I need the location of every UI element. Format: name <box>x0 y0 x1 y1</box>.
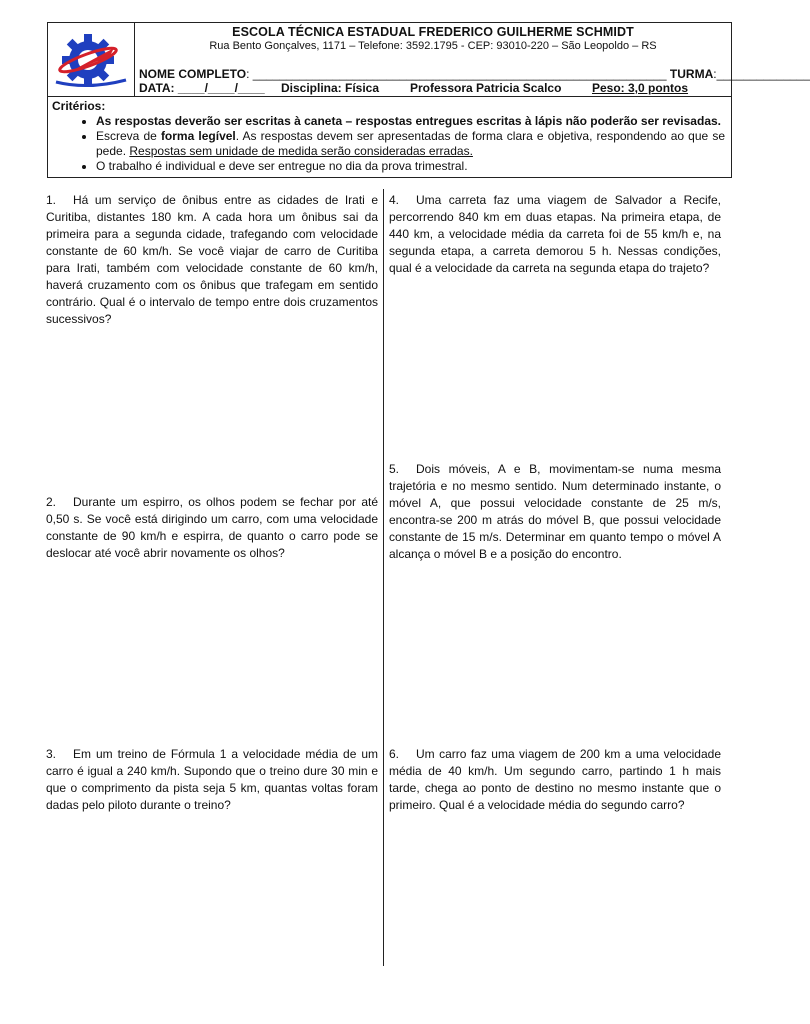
exam-header <box>47 22 810 178</box>
question-text: Há um serviço de ônibus entre as cidades de Irati e Curitiba, distantes 180 km. A cada hora um ônibus sai da primeira para a segunda cidade, trafegando com velocidade constante de 60 km/h. Se você viajar de carro de Curitiba para Irati, também com velocidade constante de 60 km/h, haverá cruzamento com os ônibus que trafegam em sentido contrário. Qual é o intervalo de tempo entre dois cruzamentos sucessivos? <box>46 193 378 326</box>
question-6 <box>389 746 721 814</box>
question-number: 2. <box>46 495 57 509</box>
question-number: 6. <box>389 747 400 761</box>
question-number: 1. <box>46 193 57 207</box>
name-field[interactable]: : ______________________________________________________________ <box>246 67 667 81</box>
criteria-section <box>48 97 731 177</box>
criteria-text: Escreva de <box>96 129 161 143</box>
criteria-title: Critérios: <box>52 99 106 113</box>
column-divider <box>383 189 384 966</box>
criteria-text: . As respostas devem ser apresentadas de forma clara e objetiva, respondendo ao que se pede. <box>96 129 725 158</box>
weight-label: Peso: 3,0 pontos <box>592 81 689 95</box>
class-field[interactable]: :______________ <box>713 67 810 81</box>
discipline-label: Disciplina: Física <box>281 81 380 95</box>
question-4 <box>389 192 721 277</box>
class-label: TURMA <box>669 67 714 81</box>
teacher-label: Professora Patricia Scalco <box>410 81 562 95</box>
question-text: Uma carreta faz uma viagem de Salvador a Recife, percorrendo 840 km em duas etapas. Na primeira etapa, de 440 km, a velocidade média da carreta foi de 55 km/h e, na segunda etapa, a carreta demorou 5 h. Nessas condições, qual é a velocidade da carreta na segunda etapa do trajeto? <box>389 193 721 275</box>
name-row <box>139 67 810 81</box>
question-1 <box>46 192 378 328</box>
school-name: ESCOLA TÉCNICA ESTADUAL FREDERICO GUILHERME SCHMIDT <box>232 25 634 39</box>
question-text: Um carro faz uma viagem de 200 km a uma velocidade média de 40 km/h. Um segundo carro, partindo 1 h mais tarde, chega ao ponto de destino no mesmo instante que o primeiro. Qual é a velocidade média do segundo carro? <box>389 747 721 812</box>
question-text: Dois móveis, A e B, movimentam-se numa mesma trajetória e no mesmo sentido. Num determinado instante, o móvel A, que possui velocidade constante de 25 m/s, encontra-se 200 m atrás do móvel B, que possui velocidade constante de 15 m/s. Determinar em quanto tempo o móvel A alcança o móvel B e a posição do encontro. <box>389 462 721 561</box>
question-5 <box>389 461 721 563</box>
question-3 <box>46 746 378 814</box>
criteria-list <box>52 114 727 174</box>
question-number: 5. <box>389 462 400 476</box>
question-text: Em um treino de Fórmula 1 a velocidade média de um carro é igual a 240 km/h. Supondo que o treino dure 30 min e que o comprimento da pista seja 5 km, quantas voltas foram dadas pelo piloto durante o treino? <box>46 747 378 812</box>
question-number: 4. <box>389 193 400 207</box>
question-number: 3. <box>46 747 57 761</box>
gear-logo-icon <box>52 30 130 90</box>
criteria-item: • As respostas deverão ser escritas à caneta – respostas entregues escritas à lápis não poderão ser revisadas. <box>96 114 727 129</box>
info-row <box>139 81 688 95</box>
date-field[interactable]: DATA: ____/____/____ <box>139 81 265 95</box>
criteria-item <box>96 129 727 159</box>
criteria-item: • O trabalho é individual e deve ser entregue no dia da prova trimestral. <box>96 159 727 174</box>
question-2 <box>46 494 378 562</box>
name-label: NOME COMPLETO <box>139 67 247 81</box>
criteria-bold-text: forma legível <box>160 129 236 143</box>
criteria-underlined-text: Respostas sem unidade de medida serão consideradas erradas. <box>129 144 473 158</box>
school-logo <box>48 23 135 96</box>
school-address: Rua Bento Gonçalves, 1171 – Telefone: 3592.1795 - CEP: 93010-220 – São Leopoldo – RS <box>209 40 657 52</box>
question-text: Durante um espirro, os olhos podem se fechar por até 0,50 s. Se você está dirigindo um carro, com uma velocidade constante de 90 km/h e espirra, de quanto o carro pode se deslocar até você abrir novamente os olhos? <box>46 495 378 560</box>
